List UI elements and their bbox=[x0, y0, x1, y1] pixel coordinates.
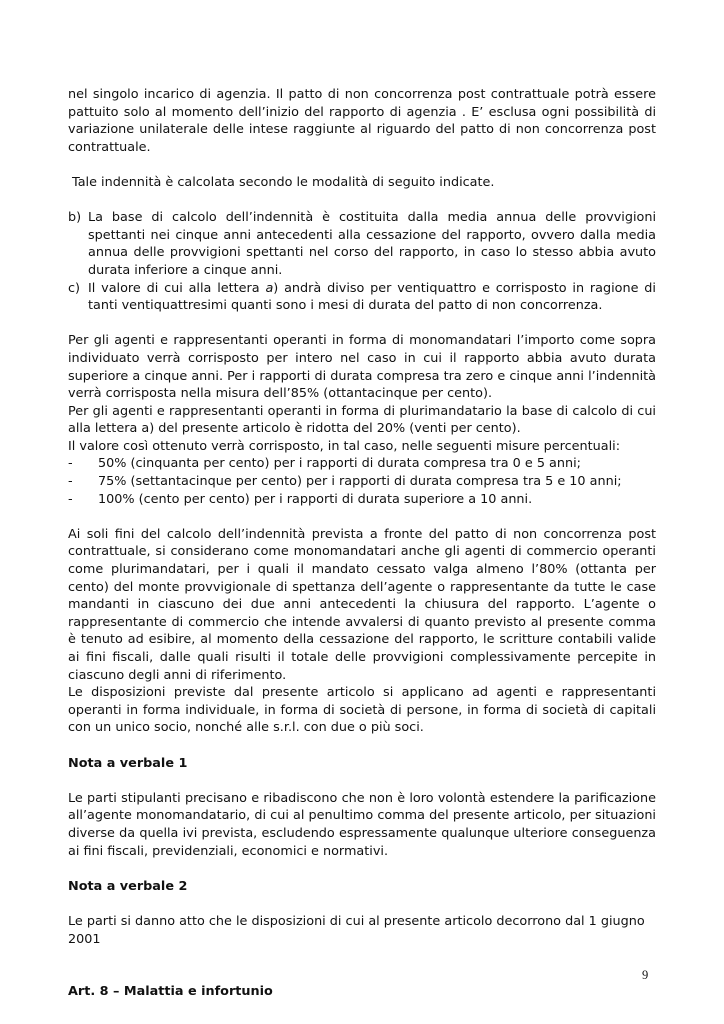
dash-text: 50% (cinquanta per cento) per i rapporti di durata compresa tra 0 e 5 anni; bbox=[98, 456, 581, 472]
dash-list-item bbox=[68, 455, 656, 473]
spacer bbox=[68, 508, 656, 526]
paragraph-soli-fini: Ai soli fini del calcolo dell’indennità prevista a fronte del patto di non concorrenza post contrattuale, si considerano come monomandatari anche gli agenti di commercio operanti come plurimandatari, per i quali il mandato cessato valga almeno l’80% (ottanta per cento) del monte provvigionale di spettanza dell’agente o rappresentante da tutte le case mandanti in ciascuno dei due anni antecedenti la chiusura del rapporto. L’agente o rappresentante di commercio che intende avvalersi di quanto previsto al presente comma è tenuto ad esibire, al momento della cessazione del rapporto, le scritture contabili valide ai fini fiscali, dalle quali risulti il totale delle provvigioni complessivamente percepite in ciascuno degli anni di riferimento. bbox=[68, 526, 656, 683]
list-item-label: b) bbox=[68, 210, 82, 226]
spacer bbox=[68, 895, 656, 913]
list-item-text bbox=[88, 280, 656, 315]
spacer bbox=[68, 315, 656, 333]
spacer bbox=[68, 156, 656, 174]
list-item-c bbox=[68, 280, 656, 315]
list-item-text: La base di calcolo dell’indennità è costituita dalla media annua delle provvigioni spettanti nei cinque anni antecedenti alla cessazione del rapporto, ovvero dalla media annua delle provvigioni spettanti nel corso del rapporto, in caso lo stesso abbia avuto durata inferiore a cinque anni. bbox=[88, 210, 656, 278]
paragraph-disposizioni: Le disposizioni previste dal presente articolo si applicano ad agenti e rappresentanti operanti in forma individuale, in forma di società di persone, in forma di società di capitali con un unico socio, nonché alle s.r.l. con due o più soci. bbox=[68, 685, 656, 736]
spacer bbox=[68, 948, 656, 966]
heading-art-8: Art. 8 – Malattia e infortunio bbox=[68, 984, 273, 1000]
list-item-text-italic: a bbox=[265, 280, 274, 296]
dash-label: - bbox=[68, 456, 73, 472]
paragraph-indennita-calcolo: Tale indennità è calcolata secondo le modalità di seguito indicate. bbox=[72, 174, 495, 190]
spacer bbox=[68, 737, 656, 755]
paragraph-patto-non-concorrenza: nel singolo incarico di agenzia. Il patto di non concorrenza post contrattuale potrà essere pattuito solo al momento dell’inizio del rapporto di agenzia . E’ esclusa ogni possibilità di variazione unilaterale delle intese raggiunte al riguardo del patto di non concorrenza post contrattuale. bbox=[68, 87, 656, 155]
paragraph-valore-ottenuto: Il valore così ottenuto verrà corrisposto, in tal caso, nelle seguenti misure percentuali: bbox=[68, 438, 621, 454]
list-item-text-end: ) andrà diviso per ventiquattro e corrisposto in ragione di tanti ventiquattresimi quanti sono i mesi di durata del patto di non concorrenza. bbox=[88, 280, 656, 314]
heading-nota-verbale-2: Nota a verbale 2 bbox=[68, 878, 188, 894]
paragraph-monomandatari: Per gli agenti e rappresentanti operanti in forma di monomandatari l’importo come sopra individuato verrà corrisposto per intero nel caso in cui il rapporto abbia avuto durata superiore a cinque anni. Per i rapporti di durata compresa tra zero e cinque anni l’indennità verrà corrisposta nella misura dell’85% (ottantacinque per cento). bbox=[68, 333, 656, 402]
dash-list-item bbox=[68, 473, 656, 491]
paragraph-nota-verbale-1: Le parti stipulanti precisano e ribadiscono che non è loro volontà estendere la parificazione all’agente monomandatario, di cui al penultimo comma del presente articolo, per situazioni diverse da quella ivi prevista, escludendo espressamente qualunque ulteriore conseguenza ai fini fiscali, previdenziali, economici e normativi. bbox=[68, 790, 656, 859]
dash-label: - bbox=[68, 474, 73, 490]
dash-label: - bbox=[68, 491, 73, 507]
spacer bbox=[68, 772, 656, 790]
list-item-b bbox=[68, 209, 656, 279]
list-item-label: c) bbox=[68, 280, 81, 296]
spacer bbox=[68, 860, 656, 878]
heading-nota-verbale-1: Nota a verbale 1 bbox=[68, 755, 188, 771]
page-number: 9 bbox=[642, 968, 649, 982]
paragraph-nota-verbale-2: Le parti si danno atto che le disposizioni di cui al presente articolo decorrono dal 1 giugno 2001 bbox=[68, 913, 645, 947]
spacer bbox=[68, 966, 656, 984]
dash-text: 75% (settantacinque per cento) per i rapporti di durata compresa tra 5 e 10 anni; bbox=[98, 474, 622, 490]
paragraph-plurimandatario: Per gli agenti e rappresentanti operanti in forma di plurimandatario la base di calcolo di cui alla lettera a) del presente articolo è ridotta del 20% (venti per cento). bbox=[68, 403, 656, 437]
list-item-text-start: Il valore di cui alla lettera bbox=[88, 280, 266, 296]
spacer bbox=[68, 192, 656, 210]
document-page bbox=[68, 86, 656, 1001]
dash-text: 100% (cento per cento) per i rapporti di durata superiore a 10 anni. bbox=[98, 491, 533, 507]
dash-list-item bbox=[68, 491, 656, 509]
